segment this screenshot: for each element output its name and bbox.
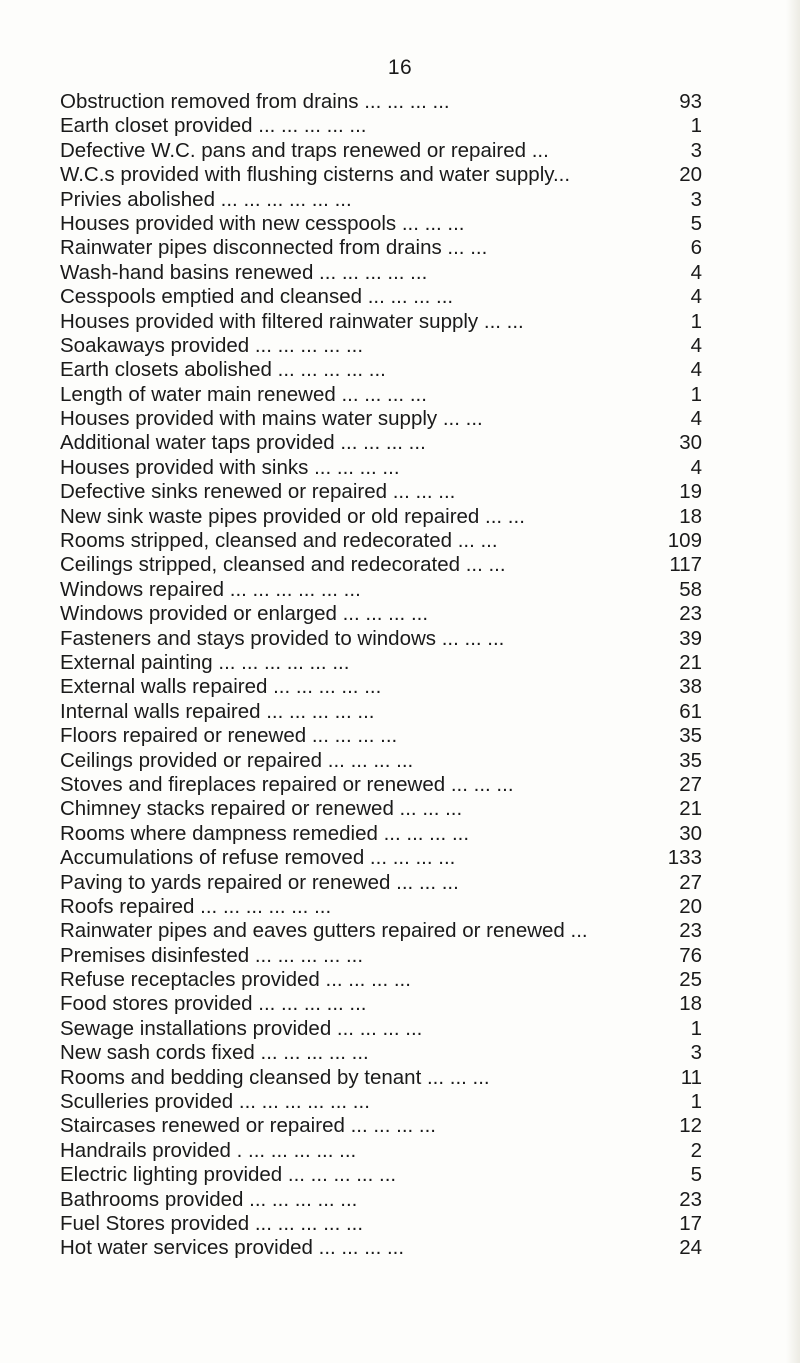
list-item — [60, 285, 702, 309]
item-label: Staircases renewed or repaired ... ... ... ... — [60, 1114, 436, 1138]
list-item — [60, 1188, 702, 1212]
item-count: 20 — [679, 894, 702, 918]
item-label: Sewage installations provided ... ... ... ... — [60, 1016, 423, 1040]
item-count: 12 — [679, 1114, 702, 1138]
item-label: Electric lighting provided ... ... ... ... ... — [60, 1163, 397, 1187]
item-count: 1 — [690, 309, 702, 333]
list-item — [60, 822, 702, 846]
list-item — [60, 236, 702, 260]
item-label: Fasteners and stays provided to windows ... ... ... — [60, 626, 505, 650]
list-item — [60, 1114, 702, 1138]
item-label: Ceilings stripped, cleansed and redecorated ... ... — [60, 553, 506, 577]
item-label: Wash-hand basins renewed ... ... ... ... ... — [60, 260, 428, 284]
item-count: 35 — [679, 724, 702, 748]
item-count: 1 — [690, 1016, 702, 1040]
list-item — [60, 212, 702, 236]
item-label: Cesspools emptied and cleansed ... ... ... ... — [60, 285, 454, 309]
item-count: 5 — [690, 211, 702, 235]
list-item — [60, 627, 702, 651]
item-count: 27 — [679, 870, 702, 894]
item-label: Additional water taps provided ... ... ... ... — [60, 431, 426, 455]
list-item — [60, 651, 702, 675]
item-label: Premises disinfested ... ... ... ... ... — [60, 943, 364, 967]
item-label: Stoves and fireplaces repaired or renewed ... ... ... — [60, 772, 514, 796]
list-item — [60, 675, 702, 699]
item-label: W.C.s provided with flushing cisterns and water supply... — [60, 163, 571, 187]
item-count: 19 — [679, 480, 702, 504]
list-item — [60, 456, 702, 480]
item-label: New sash cords fixed ... ... ... ... ... — [60, 1041, 369, 1065]
list-item — [60, 773, 702, 797]
list-item — [60, 505, 702, 529]
list-item — [60, 602, 702, 626]
item-count: 25 — [679, 968, 702, 992]
list-item — [60, 871, 702, 895]
item-count: 1 — [690, 382, 702, 406]
list-item — [60, 1090, 702, 1114]
list-item — [60, 1163, 702, 1187]
item-label: Earth closets abolished ... ... ... ... ... — [60, 358, 386, 382]
list-item — [60, 407, 702, 431]
item-label: New sink waste pipes provided or old repaired ... ... — [60, 504, 525, 528]
item-count: 4 — [690, 407, 702, 431]
item-label: Bathrooms provided ... ... ... ... ... — [60, 1187, 358, 1211]
item-label: Fuel Stores provided ... ... ... ... ... — [60, 1211, 364, 1235]
item-count: 1 — [690, 1090, 702, 1114]
item-count: 23 — [679, 1187, 702, 1211]
list-item — [60, 944, 702, 968]
list-item — [60, 139, 702, 163]
item-label: Rainwater pipes disconnected from drains ... ... — [60, 236, 488, 260]
item-label: Houses provided with sinks ... ... ... ... — [60, 455, 400, 479]
list-item — [60, 529, 702, 553]
item-count: 4 — [690, 285, 702, 309]
sanitary-works-list — [60, 90, 702, 1261]
item-count: 5 — [690, 1163, 702, 1187]
item-count: 4 — [690, 260, 702, 284]
item-count: 3 — [690, 187, 702, 211]
list-item — [60, 1017, 702, 1041]
item-label: External walls repaired ... ... ... ... ... — [60, 675, 382, 699]
list-item — [60, 90, 702, 114]
item-count: 38 — [679, 675, 702, 699]
item-label: Accumulations of refuse removed ... ... ... ... — [60, 846, 456, 870]
item-label: Floors repaired or renewed ... ... ... ... — [60, 724, 398, 748]
list-item — [60, 895, 702, 919]
item-count: 30 — [679, 821, 702, 845]
item-label: Refuse receptacles provided ... ... ... ... — [60, 968, 411, 992]
list-item — [60, 480, 702, 504]
item-count: 4 — [690, 333, 702, 357]
item-count: 23 — [679, 602, 702, 626]
list-item — [60, 188, 702, 212]
item-label: Roofs repaired ... ... ... ... ... ... — [60, 894, 332, 918]
item-count: 133 — [667, 846, 702, 870]
item-label: Rooms stripped, cleansed and redecorated ... ... — [60, 529, 498, 553]
item-count: 109 — [667, 529, 702, 553]
item-label: Rooms and bedding cleansed by tenant ... ... ... — [60, 1065, 490, 1089]
item-count: 17 — [679, 1211, 702, 1235]
item-label: Paving to yards repaired or renewed ... ... ... — [60, 870, 459, 894]
list-item — [60, 1236, 702, 1260]
item-count: 24 — [679, 1236, 702, 1260]
item-label: Sculleries provided ... ... ... ... ... ... — [60, 1090, 370, 1114]
item-label: Rainwater pipes and eaves gutters repaired or renewed ... — [60, 919, 588, 943]
item-label: Food stores provided ... ... ... ... ... — [60, 992, 367, 1016]
item-count: 21 — [679, 797, 702, 821]
list-item — [60, 700, 702, 724]
list-item — [60, 1212, 702, 1236]
list-item — [60, 1041, 702, 1065]
item-count: 4 — [690, 358, 702, 382]
item-label: Internal walls repaired ... ... ... ... ... — [60, 699, 375, 723]
list-item — [60, 553, 702, 577]
list-item — [60, 163, 702, 187]
item-label: Houses provided with new cesspools ... ... ... — [60, 211, 465, 235]
item-label: Defective W.C. pans and traps renewed or repaired ... — [60, 138, 549, 162]
page-edge-shadow — [786, 0, 800, 1363]
item-label: Earth closet provided ... ... ... ... ... — [60, 114, 367, 138]
list-item — [60, 1066, 702, 1090]
list-item — [60, 919, 702, 943]
item-label: Handrails provided . ... ... ... ... ... — [60, 1138, 357, 1162]
item-label: Soakaways provided ... ... ... ... ... — [60, 333, 364, 357]
list-item — [60, 431, 702, 455]
list-item — [60, 797, 702, 821]
page-number: 16 — [387, 56, 413, 79]
item-count: 18 — [679, 992, 702, 1016]
list-item — [60, 261, 702, 285]
item-label: Houses provided with filtered rainwater supply ... ... — [60, 309, 524, 333]
item-label: Windows provided or enlarged ... ... ... ... — [60, 602, 429, 626]
item-count: 76 — [679, 943, 702, 967]
list-item — [60, 992, 702, 1016]
item-count: 93 — [679, 90, 702, 113]
list-item — [60, 846, 702, 870]
item-count: 117 — [669, 553, 702, 577]
item-count: 1 — [690, 114, 702, 138]
list-item — [60, 310, 702, 334]
item-label: Windows repaired ... ... ... ... ... ... — [60, 577, 361, 601]
item-count: 39 — [679, 626, 702, 650]
list-item — [60, 968, 702, 992]
item-count: 3 — [690, 138, 702, 162]
item-count: 20 — [679, 163, 702, 187]
item-label: Hot water services provided ... ... ... ... — [60, 1236, 405, 1260]
item-label: Houses provided with mains water supply ... ... — [60, 407, 483, 431]
item-label: External painting ... ... ... ... ... ... — [60, 650, 350, 674]
item-count: 3 — [690, 1041, 702, 1065]
item-count: 6 — [690, 236, 702, 260]
item-count: 27 — [679, 772, 702, 796]
item-label: Length of water main renewed ... ... ... ... — [60, 382, 427, 406]
item-count: 35 — [679, 748, 702, 772]
item-count: 30 — [679, 431, 702, 455]
list-item — [60, 358, 702, 382]
list-item — [60, 749, 702, 773]
list-item — [60, 383, 702, 407]
item-count: 21 — [679, 650, 702, 674]
item-count: 11 — [680, 1065, 702, 1089]
item-count: 61 — [679, 699, 702, 723]
list-item — [60, 578, 702, 602]
list-item — [60, 334, 702, 358]
item-label: Obstruction removed from drains ... ... ... ... — [60, 90, 450, 113]
item-label: Ceilings provided or repaired ... ... ... ... — [60, 748, 414, 772]
list-item — [60, 724, 702, 748]
item-count: 4 — [690, 455, 702, 479]
item-label: Chimney stacks repaired or renewed ... ... ... — [60, 797, 463, 821]
item-count: 2 — [690, 1138, 702, 1162]
item-label: Rooms where dampness remedied ... ... ... ... — [60, 821, 470, 845]
item-count: 23 — [679, 919, 702, 943]
item-label: Privies abolished ... ... ... ... ... ... — [60, 187, 352, 211]
item-count: 18 — [679, 504, 702, 528]
list-item — [60, 114, 702, 138]
item-label: Defective sinks renewed or repaired ... ... ... — [60, 480, 456, 504]
item-count: 58 — [679, 577, 702, 601]
list-item — [60, 1139, 702, 1163]
